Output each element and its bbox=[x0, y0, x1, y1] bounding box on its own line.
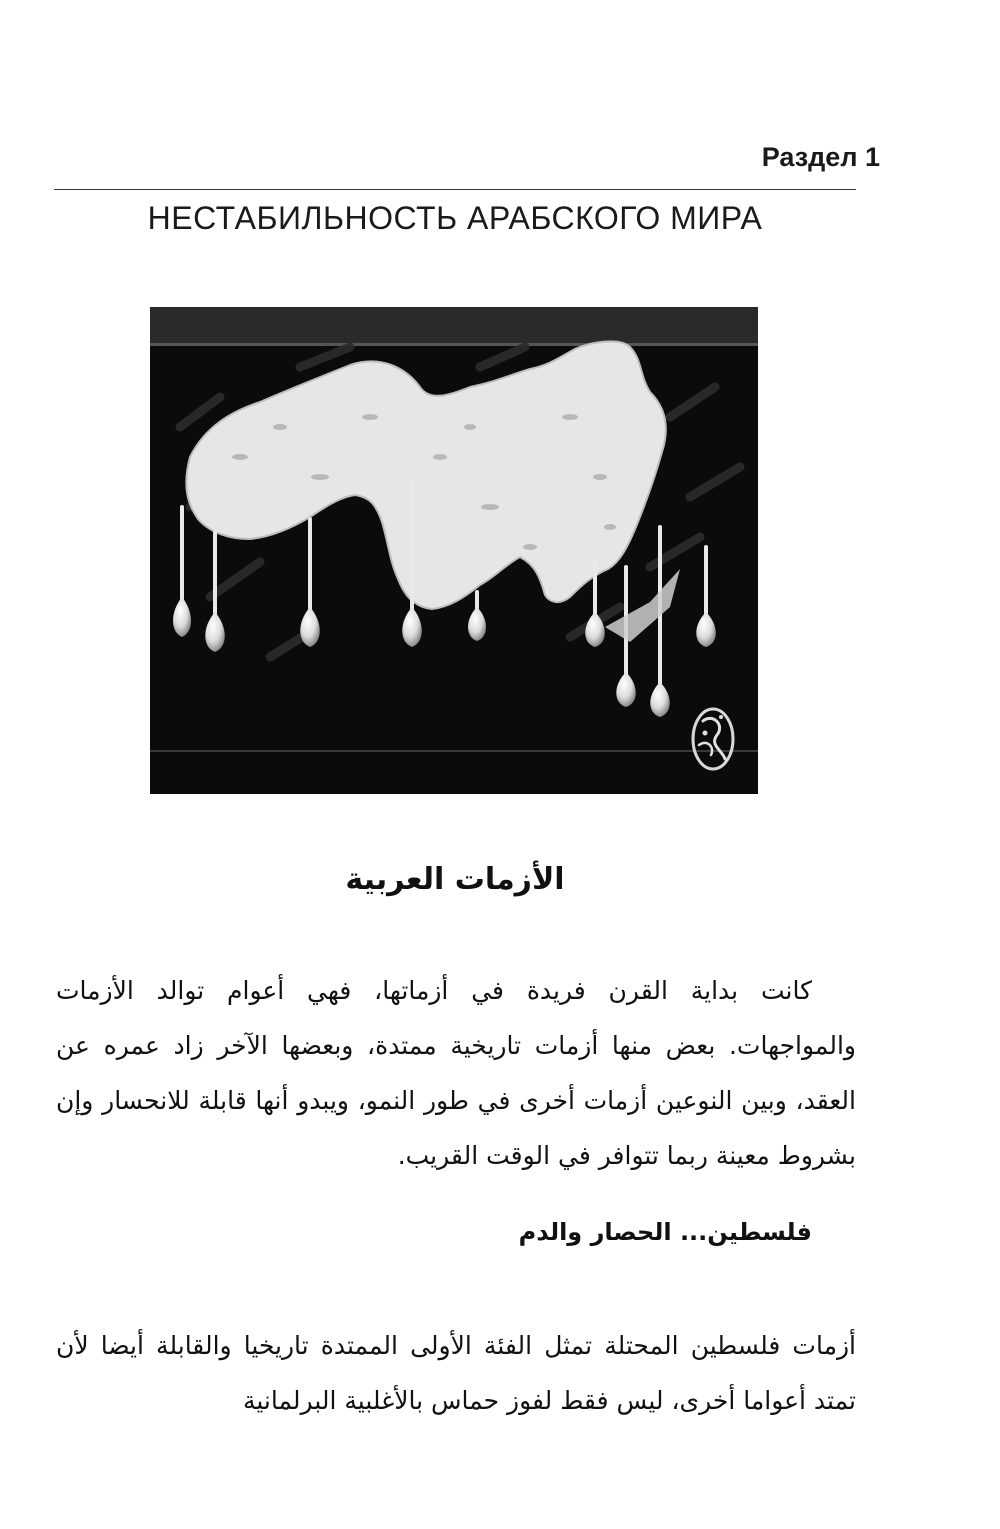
paragraph-1-text: كانت بداية القرن فريدة في أزماتها، فهي أعوام توالد الأزمات والمواجهات. بعض منها أزمات تاريخية ممتدة، وبعضها الآخر زاد عمره عن العقد، وبين النوعين أزمات أخرى في طور النمو، ويبدو أنها قابلة للانحسار وإن بشروط معينة ربما تتوافر في الوقت القريب. bbox=[56, 976, 856, 1170]
article-paragraph-2: أزمات فلسطين المحتلة تمثل الفئة الأولى الممتدة تاريخيا والقابلة أيضا لأن تمتد أعواما أخرى، ليس فقط لفوز حماس بالأغلبية البرلمانية bbox=[56, 1331, 856, 1415]
section-label: Раздел 1 bbox=[761, 142, 880, 172]
article-heading: الأزمات العربية bbox=[345, 862, 565, 897]
article-paragraph-1 bbox=[56, 963, 856, 1183]
header-divider bbox=[54, 189, 856, 190]
chapter-illustration bbox=[150, 307, 758, 794]
bleeding-arab-map-icon bbox=[150, 307, 758, 794]
article-subheading: فلسطين... الحصار والدم bbox=[518, 1218, 812, 1246]
chapter-title: НЕСТАБИЛЬНОСТЬ АРАБСКОГО МИРА bbox=[147, 200, 763, 236]
